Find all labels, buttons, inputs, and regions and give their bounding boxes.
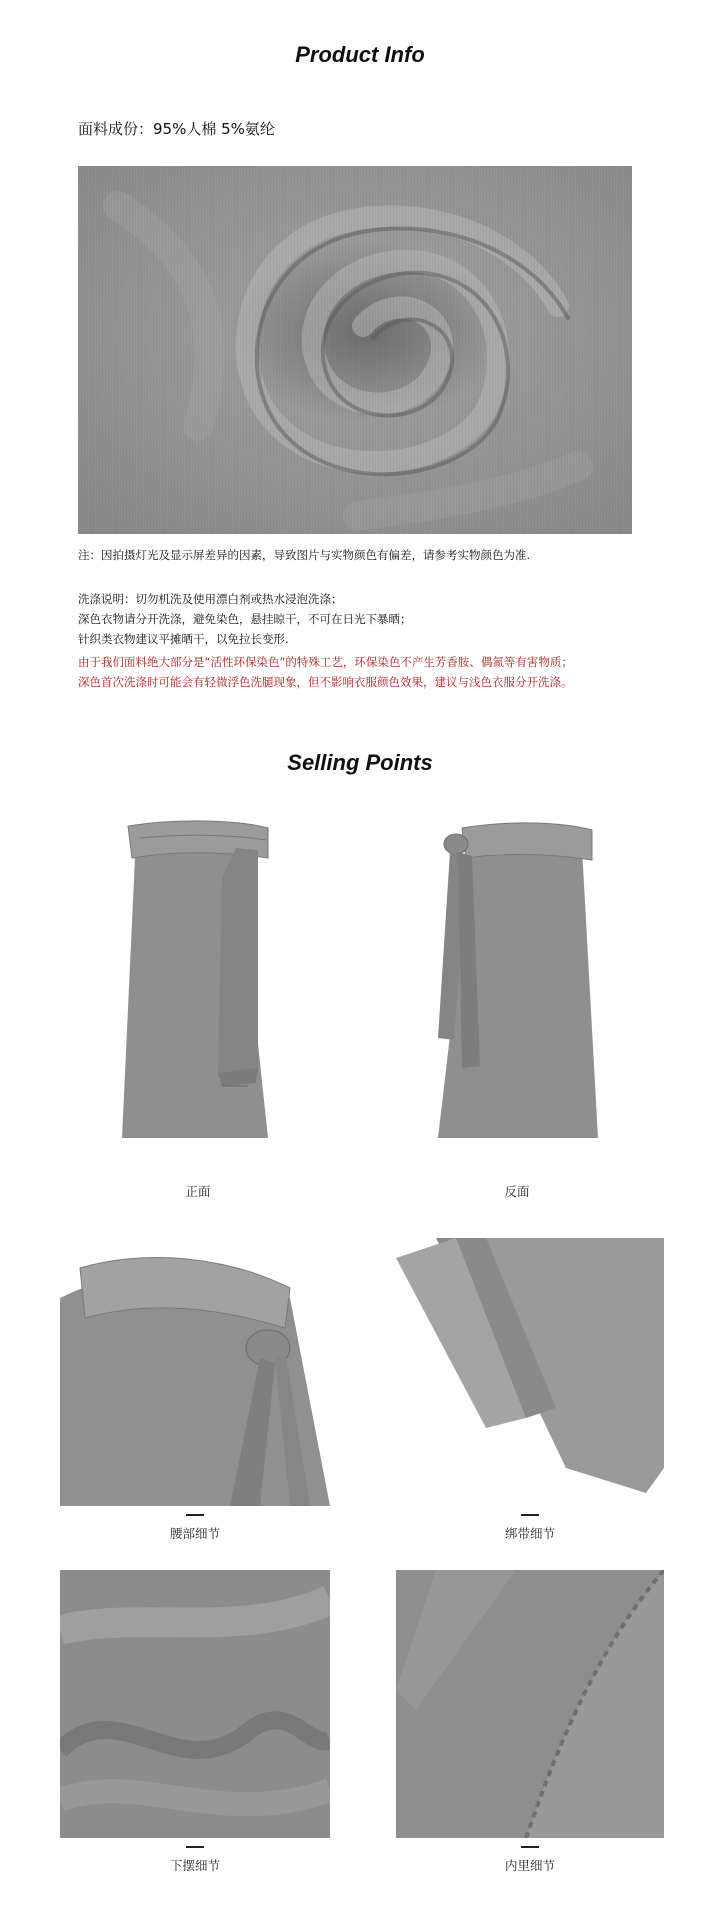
waist-detail-photo xyxy=(60,1238,330,1506)
wash-line-1: 洗涤说明：切勿机洗及使用漂白剂或热水浸泡洗涤； xyxy=(78,592,343,606)
dye-note-line-1: 由于我们面料绝大部分是“活性环保染色”的特殊工艺，环保染色不产生芳香胺、偶氮等有害物质； xyxy=(78,655,573,669)
dye-note-line-2: 深色首次洗涤时可能会有轻微浮色洗腿现象，但不影响衣服颜色效果，建议与浅色衣服分开洗涤。 xyxy=(78,675,573,689)
tie-detail-photo xyxy=(396,1238,664,1506)
fabric-composition: 面料成份：95%人棉 5%氨纶 xyxy=(78,120,275,138)
product-info-title: Product Info xyxy=(295,42,425,67)
skirt-front-photo xyxy=(118,818,278,1148)
wash-line-2: 深色衣物请分开洗涤，避免染色，悬挂晾干，不可在日光下暴晒； xyxy=(78,612,412,626)
caption-inner: 内里细节 xyxy=(504,1858,555,1873)
caption-dash-tie xyxy=(521,1514,539,1516)
hem-detail-photo xyxy=(60,1570,330,1838)
caption-back: 反面 xyxy=(504,1184,530,1199)
caption-dash-hem xyxy=(186,1846,204,1848)
selling-points-title: Selling Points xyxy=(287,750,433,775)
wash-line-3: 针织类衣物建议平摊晒干，以免拉长变形. xyxy=(78,632,289,646)
fabric-swirl-photo xyxy=(78,166,632,534)
color-disclaimer: 注：因拍摄灯光及显示屏差异的因素，导致图片与实物颜色有偏差，请参考实物颜色为准. xyxy=(78,548,531,562)
caption-front: 正面 xyxy=(185,1184,211,1199)
skirt-back-photo xyxy=(432,818,602,1148)
caption-dash-waist xyxy=(186,1514,204,1516)
caption-hem: 下摆细节 xyxy=(169,1858,220,1873)
inner-detail-photo xyxy=(396,1570,664,1838)
caption-tie: 绑带细节 xyxy=(504,1526,555,1541)
caption-dash-inner xyxy=(521,1846,539,1848)
caption-waist: 腰部细节 xyxy=(169,1526,220,1541)
